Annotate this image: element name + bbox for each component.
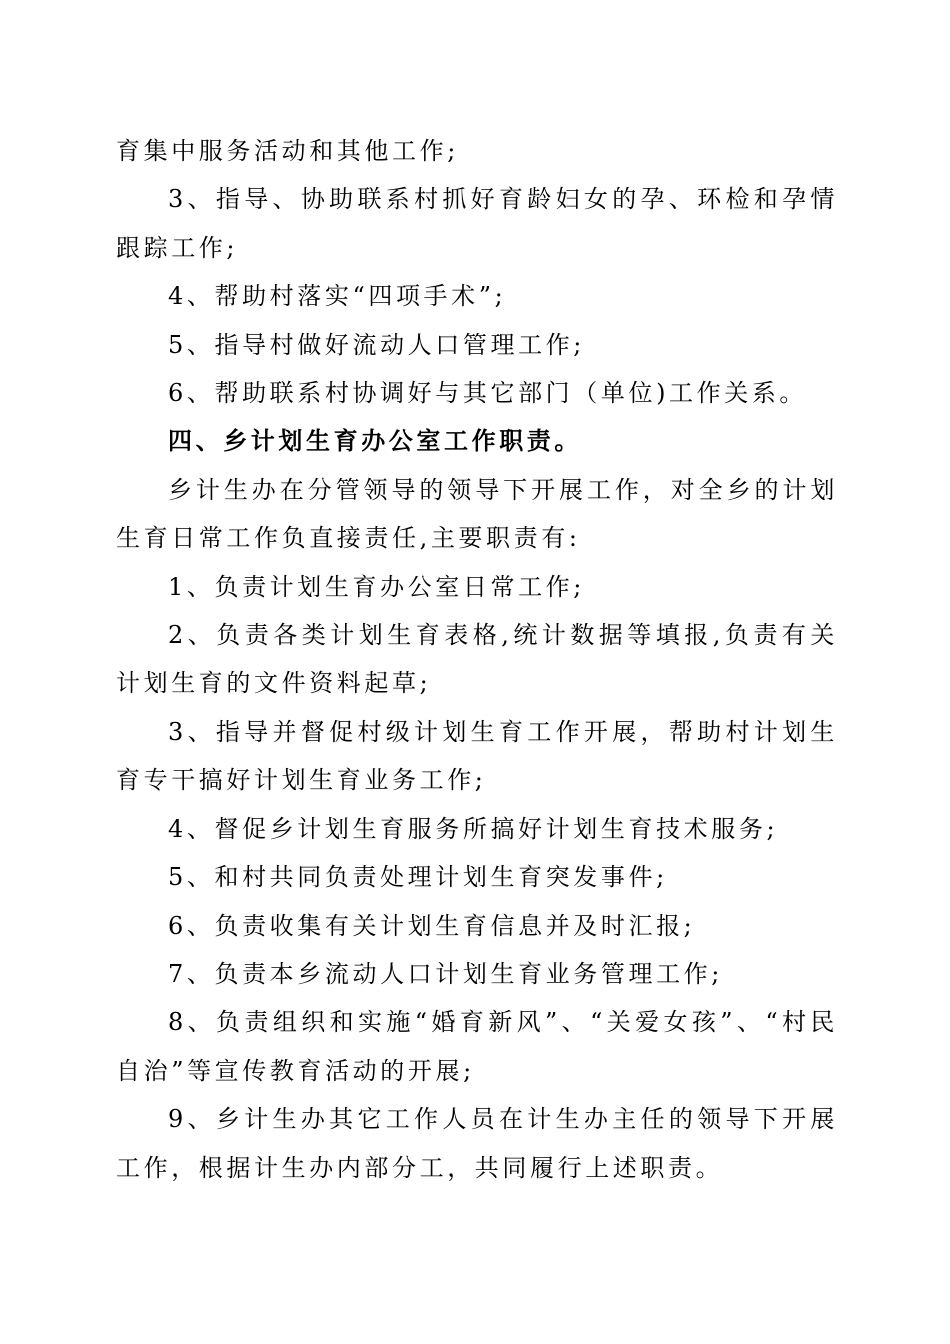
paragraph-duty-4: 4、督促乡计划生育服务所搞好计划生育技术服务; — [168, 814, 779, 843]
paragraph-item-3-pregnancy-check: 3、指导、协助联系村抓好育龄妇女的孕、环检和孕情跟踪工作; — [116, 185, 838, 262]
section-heading-office-duties: 四、乡计划生育办公室工作职责。 — [168, 426, 582, 456]
paragraph-duty-1: 1、负责计划生育办公室日常工作; — [168, 572, 585, 601]
paragraph-duty-3: 3、指导并督促村级计划生育工作开展，帮助村计划生育专干搞好计划生育业务工作; — [116, 717, 838, 795]
paragraph-item-6-coordination: 6、帮助联系村协调好与其它部门（单位)工作关系。 — [168, 379, 808, 408]
paragraph-office-intro: 乡计生办在分管领导的领导下开展工作，对全乡的计划生育日常工作负直接责任,主要职责有: — [116, 475, 838, 553]
paragraph-continuation: 育集中服务活动和其他工作; — [116, 137, 459, 165]
document-body — [116, 127, 838, 1192]
paragraph-duty-5: 5、和村共同负责处理计划生育突发事件; — [168, 863, 668, 892]
paragraph-duty-2: 2、负责各类计划生育表格,统计数据等填报,负责有关计划生育的文件资料起草; — [116, 621, 838, 698]
paragraph-item-4-surgery: 4、帮助村落实“四项手术”; — [168, 282, 507, 311]
paragraph-duty-6: 6、负责收集有关计划生育信息并及时汇报; — [168, 911, 696, 940]
paragraph-duty-9: 9、乡计生办其它工作人员在计生办主任的领导下开展工作，根据计生办内部分工，共同履行上述职责。 — [116, 1105, 838, 1182]
paragraph-duty-8: 8、负责组织和实施“婚育新风”、“关爱女孩”、“村民自治”等宣传教育活动的开展; — [116, 1008, 838, 1085]
paragraph-item-5-migrant-management: 5、指导村做好流动人口管理工作; — [168, 330, 585, 359]
paragraph-duty-7: 7、负责本乡流动人口计划生育业务管理工作; — [168, 959, 723, 988]
